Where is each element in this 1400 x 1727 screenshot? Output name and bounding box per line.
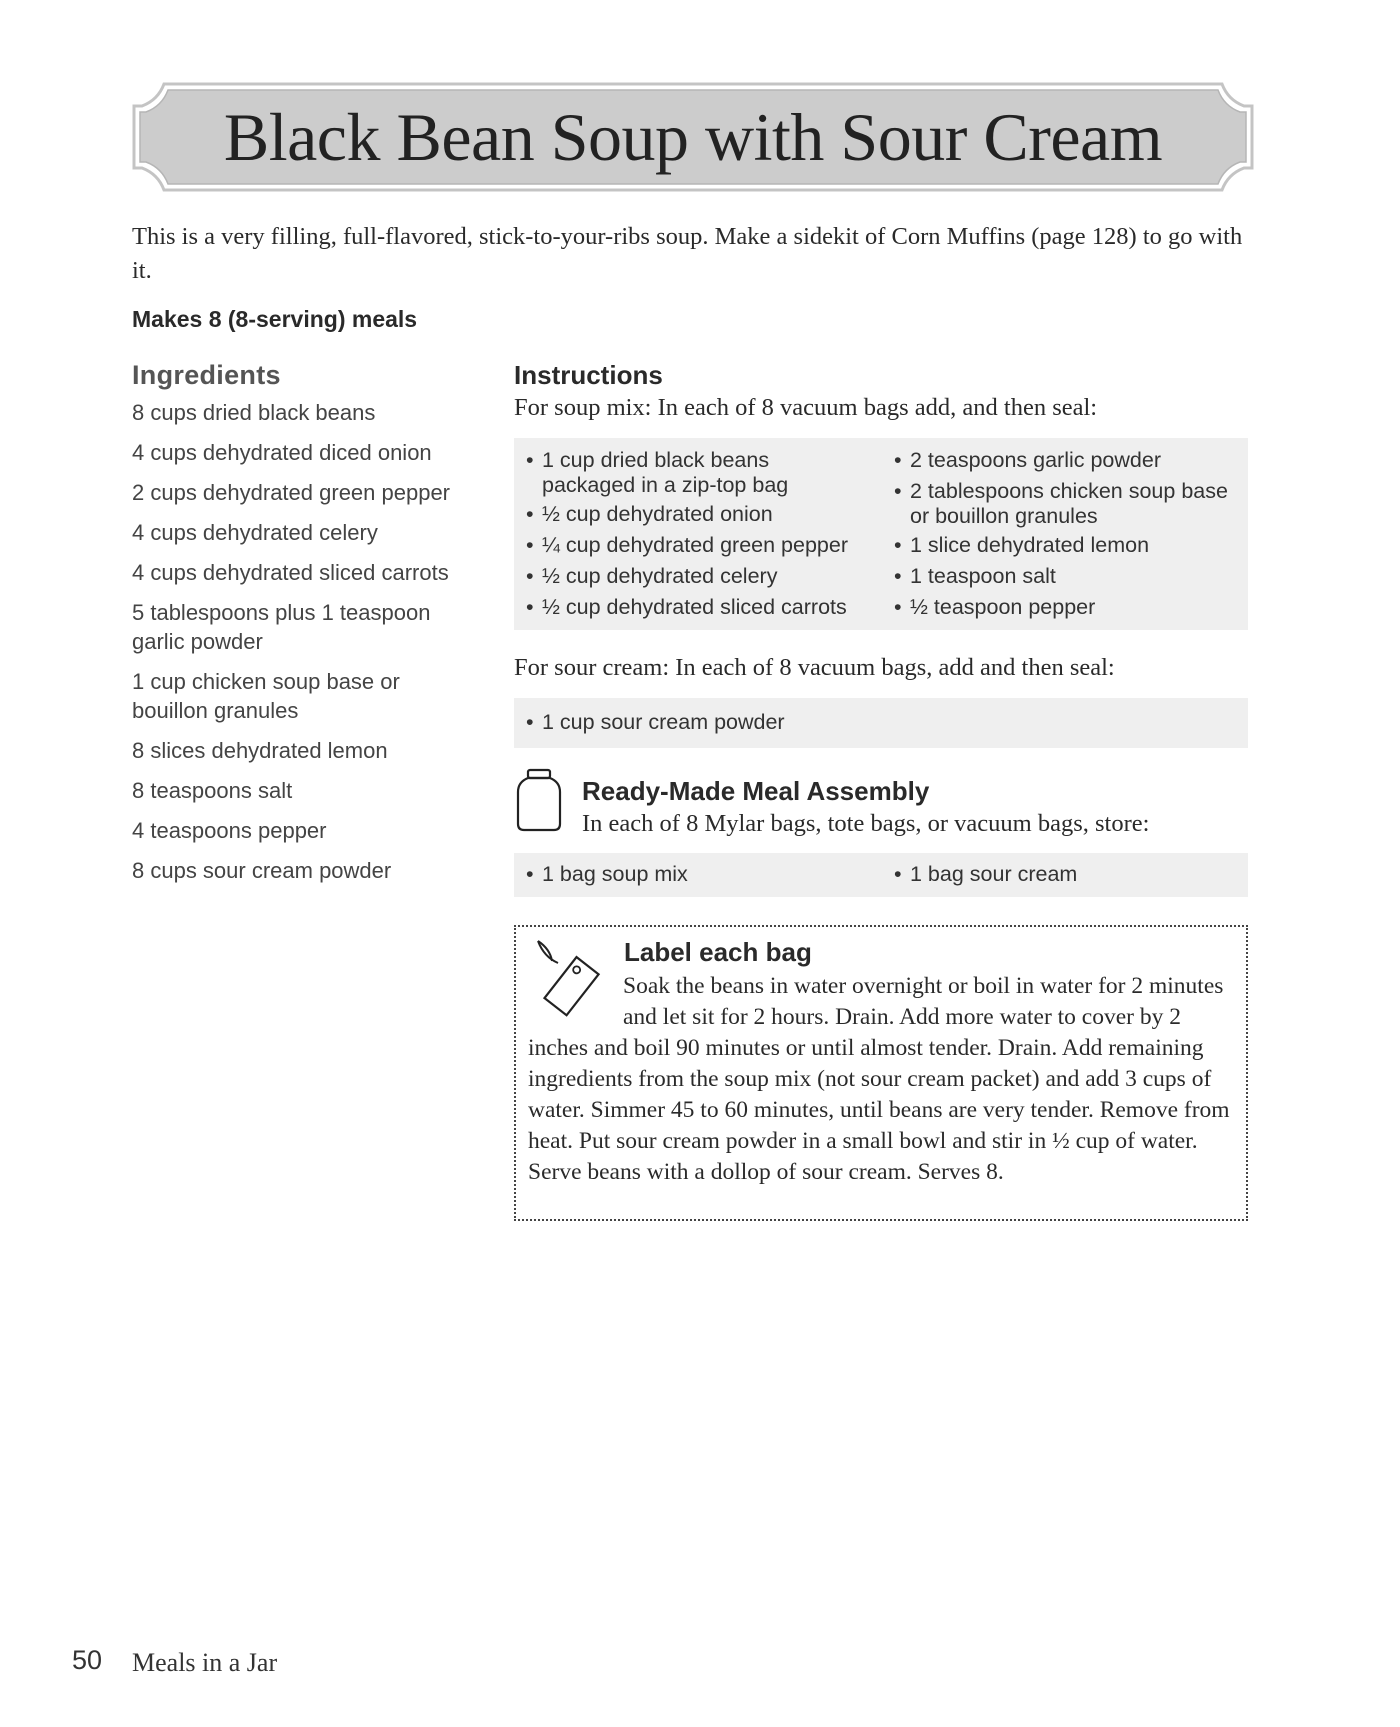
ingredient-item: 5 tablespoons plus 1 teaspoon garlic powder — [132, 600, 431, 654]
soup-mix-item: • ½ cup dehydrated sliced carrots — [526, 595, 866, 620]
ingredient-item: 2 cups dehydrated green pepper — [132, 480, 451, 505]
title-banner — [132, 82, 1254, 192]
assembly-text: In each of 8 Mylar bags, tote bags, or vacuum bags, store: — [582, 810, 1150, 837]
sour-cream-box — [514, 698, 1248, 748]
ingredient-item: 4 cups dehydrated diced onion — [132, 440, 432, 465]
ingredient-item: 8 slices dehydrated lemon — [132, 738, 388, 763]
ingredients-list — [132, 398, 472, 896]
assembly-heading: Ready-Made Meal Assembly — [582, 776, 930, 806]
label-text-body: Soak the beans in water overnight or boil in water for 2 minutes and let sit for 2 hours. Drain. Add more water to cover by 2 inches and boil 90 minutes or until almost tender. Drain. Add remaining ingredients from the soup mix (not sour cream packet) and add 3 cups of water. Simmer 45 to 60 minutes, until beans are very tender. Remove from heat. Put sour cream powder in a small bowl and stir in ½ cup of water. Serve beans with a dollop of sour cream. Serves 8. — [528, 973, 1230, 1185]
intro-text: This is a very filling, full-flavored, stick-to-your-ribs soup. Make a sidekit of Corn Muffins (page 128) to go with it. — [132, 223, 1243, 284]
soup-mix-item: • 2 tablespoons chicken soup base or bouillon granules — [894, 479, 1234, 529]
jar-icon — [514, 768, 564, 832]
assembly-box — [514, 853, 1248, 897]
ingredient-item: 4 cups dehydrated celery — [132, 520, 378, 545]
ingredients-heading: Ingredients — [132, 360, 281, 390]
instructions-heading: Instructions — [514, 360, 663, 390]
soup-mix-item: • ½ teaspoon pepper — [894, 595, 1234, 620]
sour-cream-intro: For sour cream: In each of 8 vacuum bags, add and then seal: — [514, 654, 1115, 681]
soup-mix-item: • 1 teaspoon salt — [894, 564, 1234, 589]
label-heading: Label each bag — [624, 937, 812, 967]
assembly-item: • 1 bag sour cream — [894, 862, 1077, 887]
soup-mix-intro: For soup mix: In each of 8 vacuum bags add, and then seal: — [514, 394, 1098, 421]
ingredient-item: 8 cups sour cream powder — [132, 858, 392, 883]
soup-mix-item: • 1 cup dried black beans packaged in a zip-top bag — [526, 448, 866, 498]
label-box — [514, 925, 1248, 1221]
ingredient-item: 4 teaspoons pepper — [132, 818, 327, 843]
yield-text: Makes 8 (8-serving) meals — [132, 306, 418, 332]
page-title: Black Bean Soup with Sour Cream — [223, 98, 1163, 175]
soup-mix-item: • ½ cup dehydrated onion — [526, 502, 866, 527]
ingredient-item: 8 teaspoons salt — [132, 778, 293, 803]
soup-mix-item: • 2 teaspoons garlic powder — [894, 448, 1234, 473]
ingredient-item: 8 cups dried black beans — [132, 400, 376, 425]
soup-mix-box — [514, 438, 1248, 630]
sour-cream-item: • 1 cup sour cream powder — [526, 710, 785, 735]
soup-mix-item: • ½ cup dehydrated celery — [526, 564, 866, 589]
label-text — [528, 971, 1240, 1188]
ingredient-item: 4 cups dehydrated sliced carrots — [132, 560, 449, 585]
assembly-item: • 1 bag soup mix — [526, 862, 688, 887]
book-title: Meals in a Jar — [132, 1648, 278, 1677]
soup-mix-item: • ¼ cup dehydrated green pepper — [526, 533, 866, 558]
soup-mix-item: • 1 slice dehydrated lemon — [894, 533, 1234, 558]
ingredient-item: 1 cup chicken soup base or bouillon granules — [132, 669, 400, 723]
page-number: 50 — [72, 1645, 103, 1675]
